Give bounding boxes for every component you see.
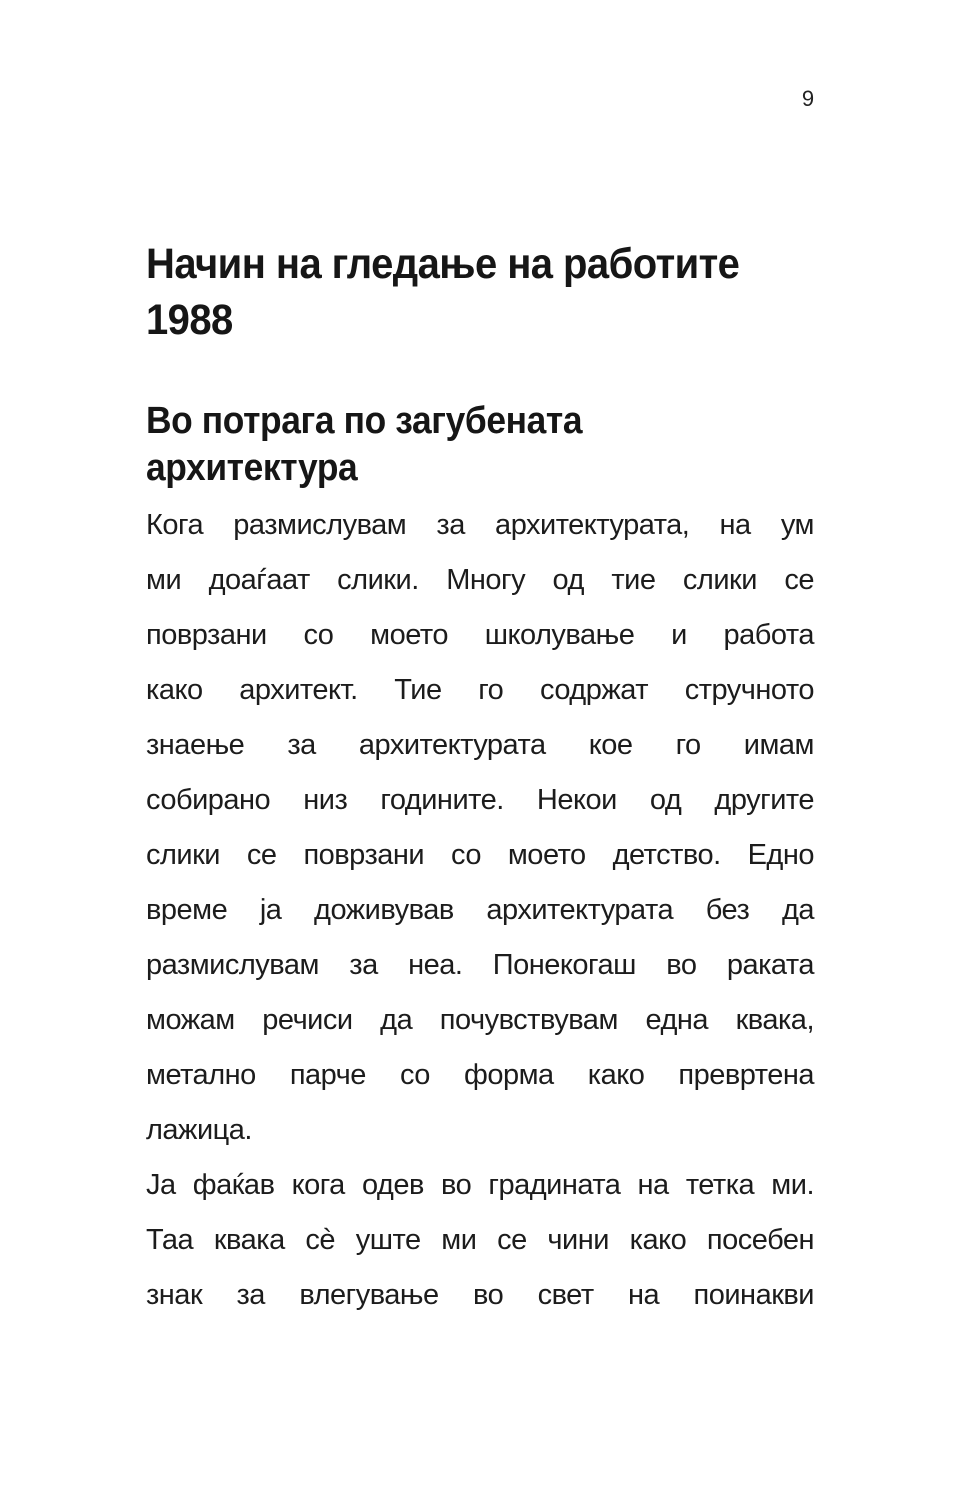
text-line: поврзани со моето школување и работа bbox=[146, 619, 814, 651]
text-line: знак за влегување во свет на поинакви bbox=[146, 1279, 814, 1311]
text-line: слики се поврзани со моето детство. Едно bbox=[146, 839, 814, 871]
section-title bbox=[146, 398, 778, 492]
text-line: собирано низ годините. Некои од другите bbox=[146, 784, 814, 816]
text-line: Кога размислувам за архитектурата, на ум bbox=[146, 509, 814, 541]
section-title-line: Во потрага по загубената bbox=[146, 400, 583, 442]
text-line: можам речиси да почувствувам една квака, bbox=[146, 1004, 814, 1036]
chapter-title bbox=[146, 236, 778, 348]
section-title-line: архитектура bbox=[146, 447, 358, 489]
chapter-title-year: 1988 bbox=[146, 296, 233, 344]
page-number: 9 bbox=[801, 86, 815, 111]
text-line: како архитект. Тие го содржат стручното bbox=[146, 674, 814, 706]
text-line: Таа квака сè уште ми се чини како посебен bbox=[146, 1224, 814, 1256]
text-line: лажица. bbox=[146, 1114, 252, 1146]
text-line: време ја доживував архитектурата без да bbox=[146, 894, 814, 926]
chapter-title-line: Начин на гледање на работите bbox=[146, 240, 740, 288]
paragraph-1 bbox=[146, 500, 814, 1160]
body-text bbox=[146, 500, 814, 1325]
paragraph-2 bbox=[146, 1160, 814, 1325]
text-line: знаење за архитектурата кое го имам bbox=[146, 729, 814, 761]
text-line: Ја фаќав кога одев во градината на тетка ми. bbox=[146, 1169, 814, 1201]
text-line: ми доаѓаат слики. Многу од тие слики се bbox=[146, 564, 814, 596]
text-line: размислувам за неа. Понекогаш во раката bbox=[146, 949, 814, 981]
text-line: метално парче со форма како превртена bbox=[146, 1059, 814, 1091]
